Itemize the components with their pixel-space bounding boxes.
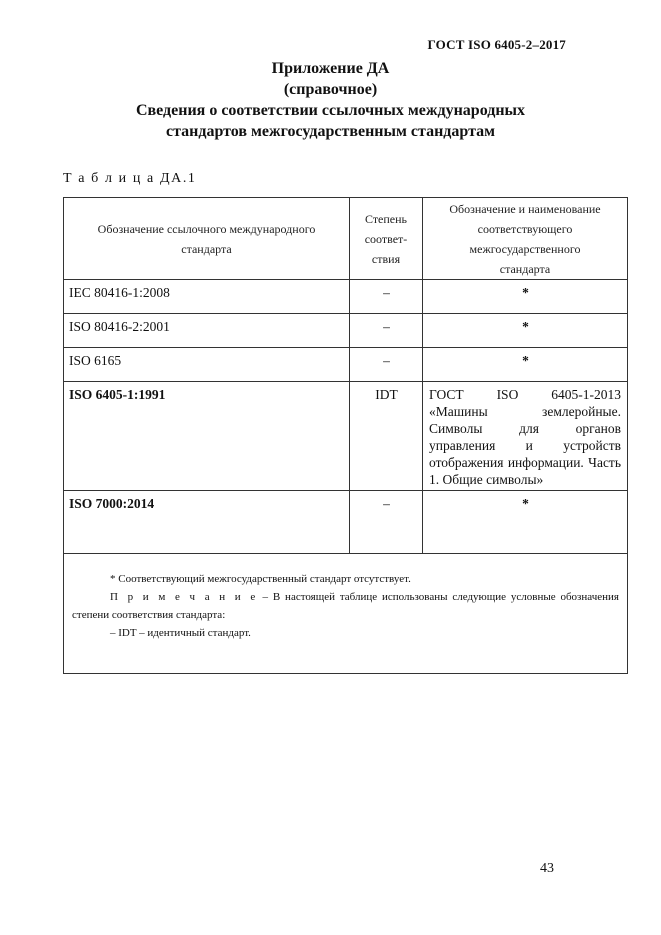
table-row: [64, 382, 628, 491]
annex-title: Приложение ДА: [271, 60, 390, 77]
table-row: [64, 280, 628, 314]
document-code: ГОСТ ISO 6405-2–2017: [427, 37, 566, 52]
note-text: – В настоящей таблице использованы следующие условные обозначения степени соответствия стандарта:: [72, 591, 619, 621]
gost-cell: ГОСТ ISO 6405-1-2013 «Машины землеройные. Символы для органов управления и устройств отображения информации. Часть 1. Общие символы»: [423, 382, 628, 491]
page-number: 43: [540, 861, 554, 876]
degree-cell: IDT: [350, 382, 423, 491]
correspondence-table: [63, 197, 628, 674]
degree-cell: –: [350, 491, 423, 554]
idt-note: – IDT – идентичный стандарт.: [110, 627, 251, 639]
header-ref-standard: Обозначение ссылочного международного стандарта: [64, 198, 350, 280]
ref-standard-cell: ISO 6165: [64, 348, 350, 382]
ref-standard-cell: ISO 7000:2014: [64, 491, 350, 554]
gost-cell: *: [423, 314, 628, 348]
table-header-row: [64, 198, 628, 280]
table-row: [64, 314, 628, 348]
degree-cell: –: [350, 348, 423, 382]
annex-subtitle: (справочное): [283, 81, 378, 98]
gost-cell: *: [423, 491, 628, 554]
degree-cell: –: [350, 314, 423, 348]
note-word: П р и м е ч а н и е: [110, 591, 258, 603]
table-notes-row: [64, 554, 628, 674]
annex-heading-line-1: Сведения о соответствии ссылочных международных: [135, 102, 526, 119]
gost-cell: *: [423, 280, 628, 314]
header-gost-standard: Обозначение и наименование соответствующего межгосударственного стандарта: [423, 198, 628, 280]
annex-titles: [0, 58, 661, 142]
asterisk-note: * Соответствующий межгосударственный стандарт отсутствует.: [110, 573, 411, 585]
table-row: [64, 348, 628, 382]
table-row: [64, 491, 628, 554]
table-label: Т а б л и ц а ДА.1: [63, 171, 197, 186]
table-notes: [64, 554, 628, 674]
ref-standard-cell: IEC 80416-1:2008: [64, 280, 350, 314]
header-degree: Степень соответ-ствия: [350, 198, 423, 280]
degree-cell: –: [350, 280, 423, 314]
ref-standard-cell: ISO 6405-1:1991: [64, 382, 350, 491]
annex-heading-line-2: стандартов межгосударственным стандартам: [165, 123, 496, 140]
ref-standard-cell: ISO 80416-2:2001: [64, 314, 350, 348]
note-paragraph: [72, 588, 619, 624]
gost-cell: *: [423, 348, 628, 382]
